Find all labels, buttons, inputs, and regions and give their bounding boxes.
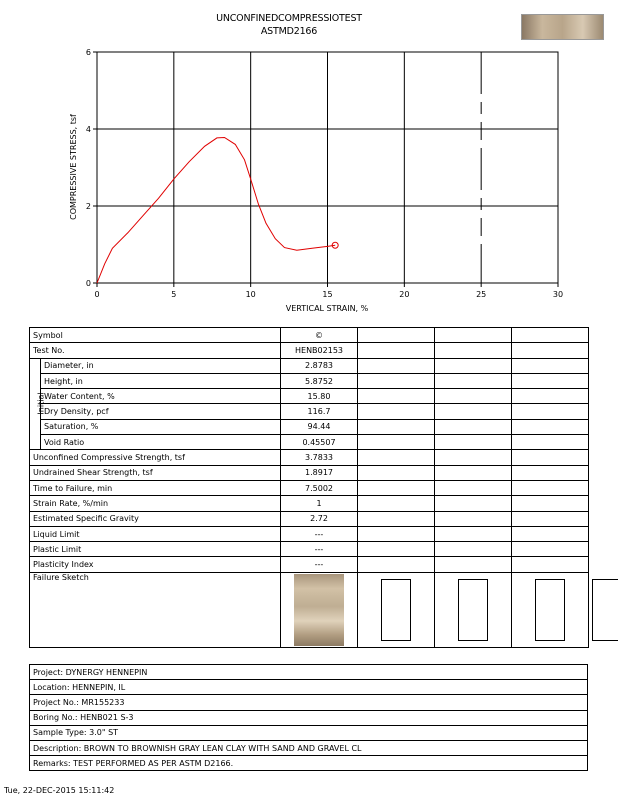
table-row [30, 328, 589, 343]
property-value: --- [281, 557, 358, 572]
property-value: --- [281, 542, 358, 557]
table-row [30, 557, 589, 572]
empty-cell [512, 404, 589, 419]
remarks: Remarks: TEST PERFORMED AS PER ASTM D2166. [30, 756, 588, 771]
empty-cell [358, 389, 435, 404]
symbol-value: © [281, 328, 358, 343]
failure-sketch-label: Failure Sketch [30, 572, 281, 647]
chart-ticks [86, 48, 563, 299]
empty-cell [358, 435, 435, 450]
x-tick-label: 5 [171, 290, 177, 299]
empty-cell [435, 389, 512, 404]
y-tick-label: 6 [85, 48, 91, 57]
x-tick-label: 0 [94, 290, 100, 299]
empty-cell [435, 373, 512, 388]
empty-cell [512, 496, 589, 511]
table-row [30, 526, 589, 541]
empty-cell [512, 343, 589, 358]
property-value: 5.8752 [281, 373, 358, 388]
boring-number: Boring No.: HENB021 S-3 [30, 710, 588, 725]
empty-cell [435, 328, 512, 343]
project-name: Project: DYNERGY HENNEPIN [30, 665, 588, 680]
table-row [30, 572, 589, 647]
title-line-2: ASTMD2166 [260, 26, 318, 37]
empty-cell [435, 465, 512, 480]
x-tick-label: 10 [245, 290, 256, 299]
empty-cell [512, 358, 589, 373]
empty-cell [358, 480, 435, 495]
property-label: Void Ratio [41, 435, 281, 450]
properties-table [29, 327, 589, 648]
table-row [30, 435, 589, 450]
empty-cell [435, 358, 512, 373]
property-value: 94.44 [281, 419, 358, 434]
table-row [30, 542, 589, 557]
empty-cell [512, 450, 589, 465]
timestamp: Tue, 22-DEC-2015 15:11:42 [4, 786, 115, 795]
empty-cell [435, 419, 512, 434]
empty-cell [358, 404, 435, 419]
empty-cell [512, 511, 589, 526]
empty-cell [358, 358, 435, 373]
property-label: Unconfined Compressive Strength, tsf [30, 450, 281, 465]
empty-cell [358, 328, 435, 343]
symbol-label: Symbol [30, 328, 281, 343]
failure-sketch-box [458, 579, 488, 641]
empty-cell [512, 526, 589, 541]
x-tick-label: 25 [476, 290, 487, 299]
empty-cell [358, 526, 435, 541]
y-axis-label: COMPRESSIVE STRESS, tsf [69, 114, 78, 220]
failure-sketch-empty-cell [512, 572, 589, 647]
y-tick-label: 4 [85, 125, 91, 134]
property-label: Undrained Shear Strength, tsf [30, 465, 281, 480]
initial-group-label: Initial [30, 358, 41, 450]
chart-grid [97, 52, 558, 283]
empty-cell [512, 542, 589, 557]
failure-sketch-photo-cell [281, 572, 358, 647]
empty-cell [435, 557, 512, 572]
property-label: Time to Failure, min [30, 480, 281, 495]
failure-sketch-box [535, 579, 565, 641]
property-value: 1.8917 [281, 465, 358, 480]
property-label: Liquid Limit [30, 526, 281, 541]
property-label: Plasticity Index [30, 557, 281, 572]
empty-cell [358, 511, 435, 526]
table-row [30, 373, 589, 388]
property-label: Dry Density, pcf [41, 404, 281, 419]
table-row [30, 511, 589, 526]
table-row [30, 480, 589, 495]
table-row [30, 496, 589, 511]
property-value: 2.8783 [281, 358, 358, 373]
empty-cell [435, 450, 512, 465]
empty-cell [358, 373, 435, 388]
table-row [30, 404, 589, 419]
property-label: Estimated Specific Gravity [30, 511, 281, 526]
stress-strain-chart [0, 0, 618, 320]
empty-cell [512, 328, 589, 343]
empty-cell [435, 404, 512, 419]
empty-cell [435, 542, 512, 557]
empty-cell [435, 343, 512, 358]
empty-cell [358, 419, 435, 434]
property-label: Plastic Limit [30, 542, 281, 557]
table-row [30, 358, 589, 373]
x-axis-label: VERTICAL STRAIN, % [285, 304, 369, 313]
empty-cell [358, 542, 435, 557]
property-label: Strain Rate, %/min [30, 496, 281, 511]
property-label: Water Content, % [41, 389, 281, 404]
failure-sketch-box [381, 579, 411, 641]
sample-type: Sample Type: 3.0" ST [30, 725, 588, 740]
empty-cell [512, 465, 589, 480]
failure-sketch-empty-cell [358, 572, 435, 647]
property-value: 1 [281, 496, 358, 511]
failure-sketch-box [592, 579, 618, 641]
empty-cell [358, 557, 435, 572]
property-label: Diameter, in [41, 358, 281, 373]
table-row [30, 450, 589, 465]
project-number: Project No.: MR155233 [30, 695, 588, 710]
empty-cell [358, 450, 435, 465]
property-value: 7.5002 [281, 480, 358, 495]
table-row [30, 343, 589, 358]
description: Description: BROWN TO BROWNISH GRAY LEAN CLAY WITH SAND AND GRAVEL CL [30, 740, 588, 755]
failure-sketch-empty-cell [435, 572, 512, 647]
property-value: 2.72 [281, 511, 358, 526]
empty-cell [435, 526, 512, 541]
empty-cell [435, 496, 512, 511]
location: Location: HENNEPIN, IL [30, 680, 588, 695]
empty-cell [435, 480, 512, 495]
empty-cell [358, 496, 435, 511]
empty-cell [512, 389, 589, 404]
property-value: 0.45507 [281, 435, 358, 450]
table-row [30, 465, 589, 480]
y-tick-label: 0 [85, 279, 91, 288]
project-info-table [29, 664, 588, 771]
empty-cell [512, 480, 589, 495]
test-no-value: HENB02153 [281, 343, 358, 358]
property-value: 3.7833 [281, 450, 358, 465]
empty-cell [512, 557, 589, 572]
empty-cell [512, 419, 589, 434]
title-line-1: UNCONFINEDCOMPRESSIOTEST [216, 13, 362, 24]
test-no-label: Test No. [30, 343, 281, 358]
empty-cell [435, 435, 512, 450]
property-value: 116.7 [281, 404, 358, 419]
failure-sketch-photo [294, 574, 344, 646]
y-tick-label: 2 [85, 202, 91, 211]
empty-cell [512, 373, 589, 388]
x-tick-label: 20 [399, 290, 410, 299]
property-label: Saturation, % [41, 419, 281, 434]
property-label: Height, in [41, 373, 281, 388]
x-tick-label: 15 [322, 290, 333, 299]
x-tick-label: 30 [552, 290, 564, 299]
table-row [30, 419, 589, 434]
table-row [30, 389, 589, 404]
empty-cell [358, 465, 435, 480]
stress-strain-curve [97, 138, 335, 284]
property-value: --- [281, 526, 358, 541]
empty-cell [512, 435, 589, 450]
empty-cell [435, 511, 512, 526]
property-value: 15.80 [281, 389, 358, 404]
empty-cell [358, 343, 435, 358]
